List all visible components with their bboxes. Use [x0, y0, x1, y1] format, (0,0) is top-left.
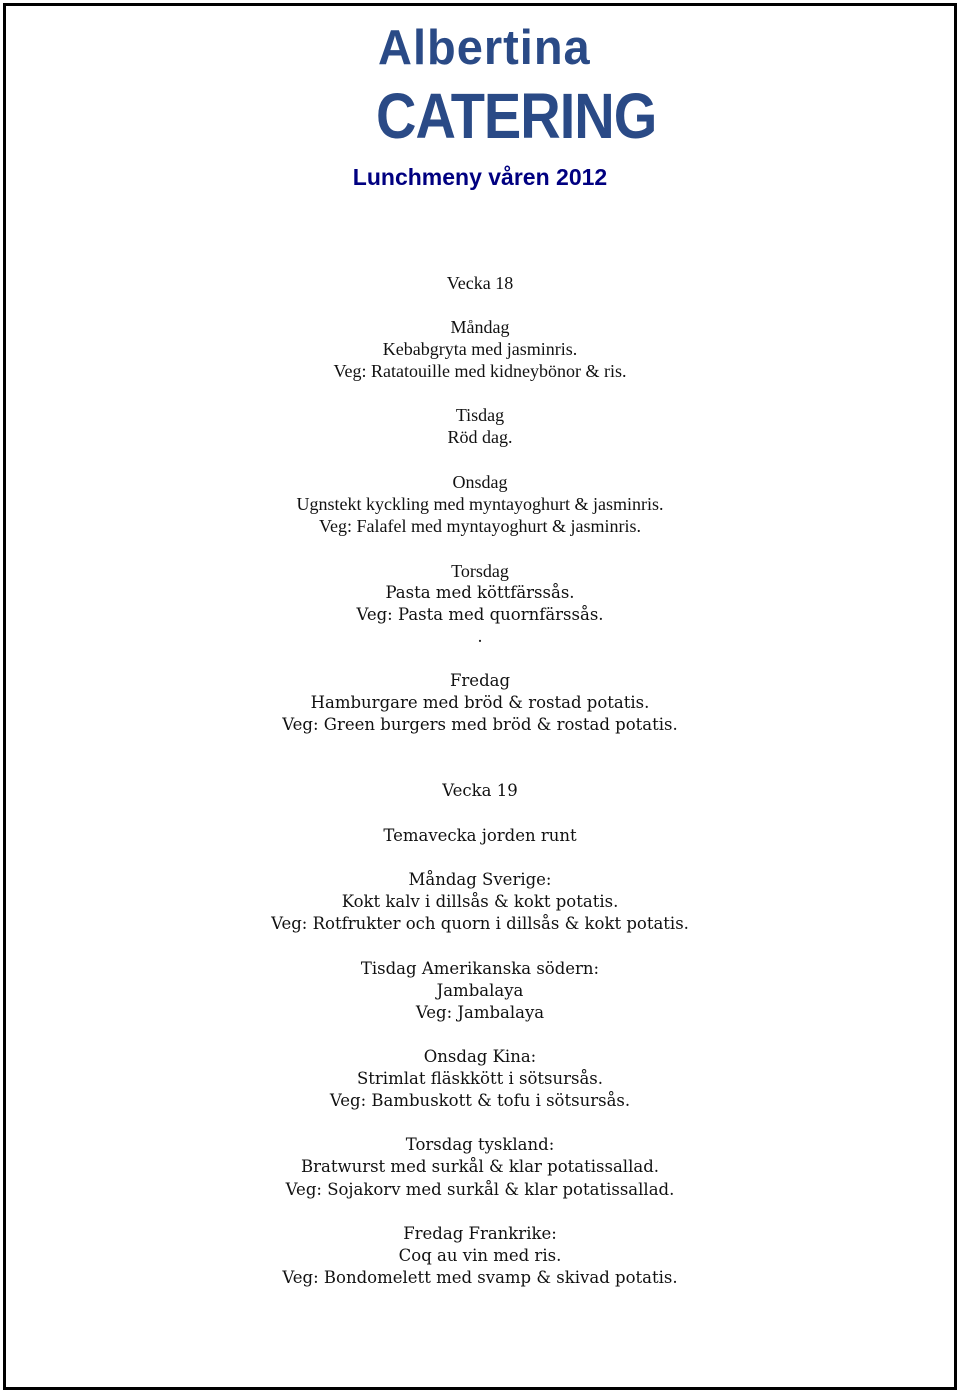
week19-veg-mandag: Veg: Rotfrukter och quorn i dillsås & kokt potatis. — [271, 914, 689, 933]
week18-extra-torsdag: . — [477, 627, 483, 646]
week18-day-tisdag: Tisdag — [455, 405, 505, 425]
week19-day-torsdag: Torsdag tyskland: — [405, 1135, 555, 1154]
week19-dish-tisdag: Jambalaya — [436, 981, 524, 1000]
albertina-catering-logo — [374, 18, 657, 152]
week19-veg-torsdag: Veg: Sojakorv med surkål & klar potatissallad. — [285, 1180, 675, 1199]
page-title: Lunchmeny våren 2012 — [352, 164, 608, 190]
week19-theme: Temavecka jorden runt — [383, 826, 577, 845]
week18-day-mandag: Måndag — [450, 317, 510, 337]
week18-veg-onsdag: Veg: Falafel med myntayoghurt & jasminris. — [319, 516, 641, 536]
week19-dish-mandag: Kokt kalv i dillsås & kokt potatis. — [341, 892, 619, 911]
week19-day-mandag: Måndag Sverige: — [408, 870, 552, 889]
week18-dish-tisdag: Röd dag. — [447, 427, 513, 447]
week19-day-tisdag: Tisdag Amerikanska södern: — [360, 959, 600, 978]
week19-day-onsdag: Onsdag Kina: — [423, 1047, 537, 1066]
week18-day-torsdag: Torsdag — [451, 561, 509, 581]
week18-heading: Vecka 18 — [446, 273, 514, 293]
week18-veg-fredag: Veg: Green burgers med bröd & rostad potatis. — [282, 715, 678, 734]
week19-veg-onsdag: Veg: Bambuskott & tofu i sötsursås. — [329, 1091, 631, 1110]
week18-dish-fredag: Hamburgare med bröd & rostad potatis. — [310, 693, 650, 712]
logo-line-albertina: Albertina — [378, 18, 591, 75]
week18-day-fredag: Fredag — [449, 671, 511, 690]
week19-dish-onsdag: Strimlat fläskkött i sötsursås. — [356, 1069, 604, 1088]
week19-dish-torsdag: Bratwurst med surkål & klar potatissallad. — [300, 1157, 660, 1176]
week19-heading: Vecka 19 — [442, 781, 518, 800]
week19-veg-fredag: Veg: Bondomelett med svamp & skivad potatis. — [282, 1268, 678, 1287]
week18-dish-mandag: Kebabgryta med jasminris. — [382, 339, 578, 359]
week18-veg-mandag: Veg: Ratatouille med kidneybönor & ris. — [333, 361, 627, 381]
week18-dish-onsdag: Ugnstekt kyckling med myntayoghurt & jasminris. — [296, 494, 664, 514]
week19-dish-fredag: Coq au vin med ris. — [398, 1246, 562, 1265]
week18-dish-torsdag: Pasta med köttfärssås. — [385, 583, 575, 602]
week18-day-onsdag: Onsdag — [452, 472, 508, 492]
week19-veg-tisdag: Veg: Jambalaya — [415, 1003, 545, 1022]
week18-veg-torsdag: Veg: Pasta med quornfärssås. — [356, 605, 604, 624]
week19-day-fredag: Fredag Frankrike: — [403, 1224, 557, 1243]
logo-line-catering: CATERING — [376, 79, 657, 152]
